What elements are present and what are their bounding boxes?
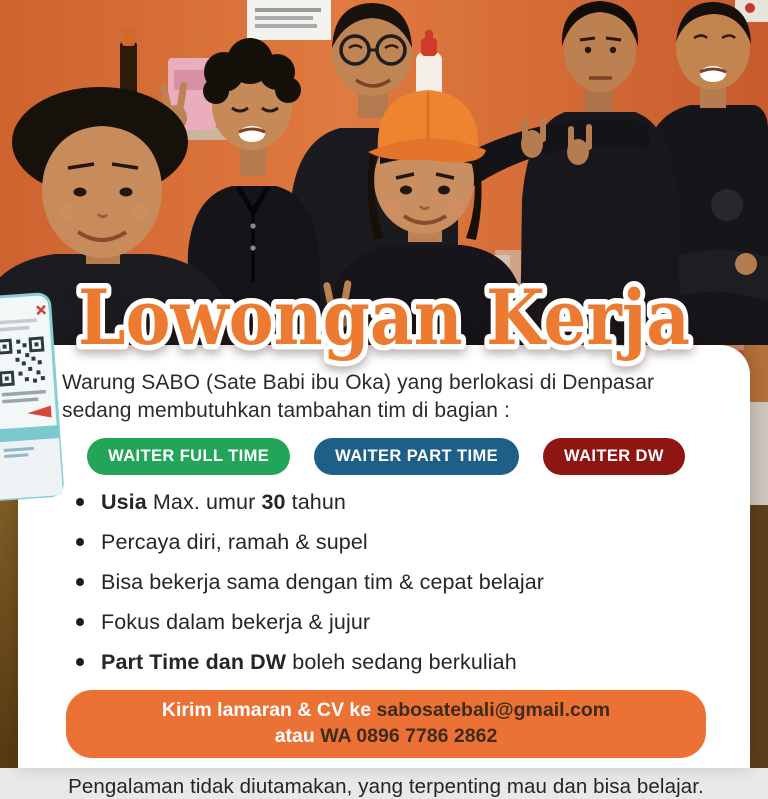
intro-line-2: sedang membutuhkan tambahan tim di bagian :: [62, 398, 510, 422]
bullet-dot-icon: [76, 618, 84, 626]
intro-line-1: Warung SABO (Sate Babi ibu Oka) yang berlokasi di Denpasar: [62, 371, 655, 394]
requirement-text: Usia Max. umur 30 tahun: [101, 489, 346, 514]
contact-banner: [66, 690, 706, 758]
qr-phone-icon: [0, 295, 60, 500]
content-card: [18, 345, 750, 798]
bullet-dot-icon: [76, 658, 84, 666]
bullet-dot-icon: [76, 538, 84, 546]
contact-email-line: Kirim lamaran & CV ke sabosatebali@gmail.com: [161, 698, 611, 721]
footer-note: Pengalaman tidak diutamakan, yang terpenting mau dan bisa belajar.: [68, 774, 704, 798]
requirement-text: Part Time dan DW boleh sedang berkuliah: [101, 649, 517, 674]
position-badge: WAITER FULL TIME: [87, 438, 290, 475]
bullet-dot-icon: [76, 578, 84, 586]
contact-phone-line: atau WA 0896 7786 2862: [274, 724, 498, 747]
requirement-item: [76, 610, 710, 635]
position-badge: WAITER DW: [543, 438, 685, 475]
requirement-text: Percaya diri, ramah & supel: [101, 529, 368, 554]
poster-title: Lowongan Kerja: [78, 273, 690, 362]
bullet-dot-icon: [76, 498, 84, 506]
requirement-item: [76, 650, 710, 675]
position-badges: [62, 438, 710, 475]
position-badge: WAITER PART TIME: [314, 438, 519, 475]
requirement-item: [76, 490, 710, 515]
requirement-text: Bisa bekerja sama dengan tim & cepat belajar: [101, 569, 545, 594]
requirements-list: [62, 490, 710, 675]
requirement-text: Fokus dalam bekerja & jujur: [101, 609, 371, 634]
requirement-item: [76, 570, 710, 595]
intro-text: [62, 369, 710, 425]
requirement-item: [76, 530, 710, 555]
